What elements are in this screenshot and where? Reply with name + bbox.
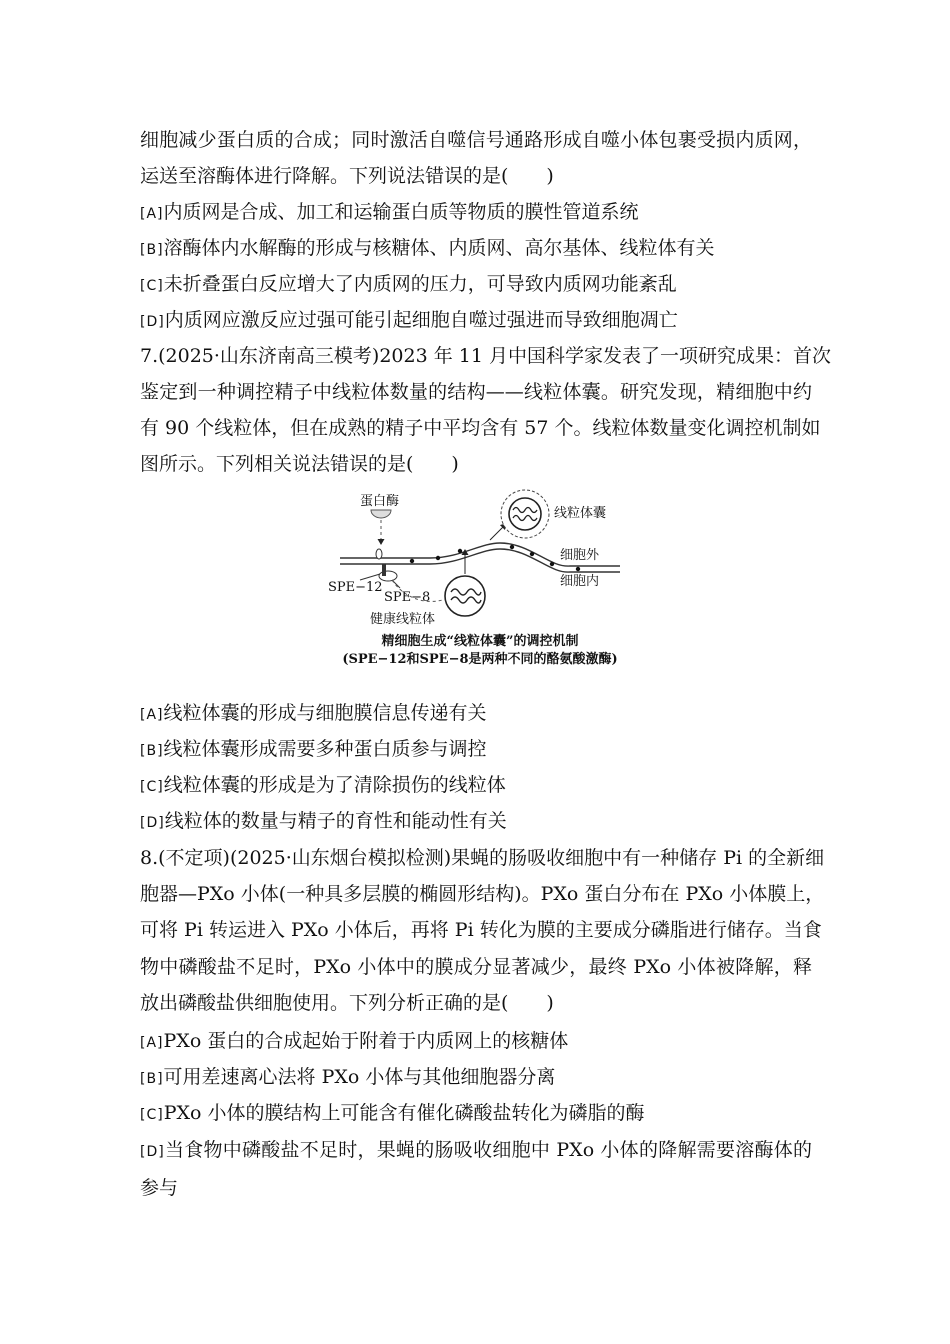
q6-option-d bbox=[140, 308, 678, 334]
mitochondria-sac-diagram bbox=[320, 488, 640, 678]
option-tag: [B] bbox=[140, 743, 164, 759]
q8-option-d bbox=[140, 1138, 812, 1164]
option-tag: [A] bbox=[140, 1035, 164, 1051]
q7-option-b bbox=[140, 737, 487, 763]
q7-stem-line-1: 7.(2025·山东济南高三模考)2023 年 11 月中国科学家发表了一项研究成果：首次 bbox=[140, 345, 831, 367]
q8-stem-line-1: 8.(不定项)(2025·山东烟台模拟检测)果蝇的肠吸收细胞中有一种储存 Pi 的全新细 bbox=[140, 847, 825, 869]
q7-stem-line-2: 鉴定到一种调控精子中线粒体数量的结构——线粒体囊。研究发现，精细胞中约 bbox=[140, 381, 812, 403]
option-text: 溶酶体内水解酶的形成与核糖体、内质网、高尔基体、线粒体有关 bbox=[163, 237, 715, 259]
option-text: 可用差速离心法将 PXo 小体与其他细胞器分离 bbox=[163, 1066, 556, 1088]
option-text: 当食物中磷酸盐不足时，果蝇的肠吸收细胞中 PXo 小体的降解需要溶酶体的 bbox=[164, 1139, 812, 1161]
q8-stem-line-4: 物中磷酸盐不足时，PXo 小体中的膜成分显著减少，最终 PXo 小体被降解，释 bbox=[140, 956, 812, 978]
option-text: 线粒体的数量与精子的育性和能动性有关 bbox=[164, 810, 507, 832]
label-healthy-mitochondrion: 健康线粒体 bbox=[370, 612, 436, 627]
q8-option-a bbox=[140, 1029, 568, 1055]
label-spe-8: SPE−8 bbox=[384, 590, 431, 605]
label-spe-12: SPE−12 bbox=[328, 580, 383, 595]
label-mitochondria-sac: 线粒体囊 bbox=[554, 506, 607, 521]
q7-stem-line-3: 有 90 个线粒体，但在成熟的精子中平均含有 57 个。线粒体数量变化调控机制如 bbox=[140, 417, 821, 439]
q6-stem-line-1: 细胞减少蛋白质的合成；同时激活自噬信号通路形成自噬小体包裹受损内质网， bbox=[140, 129, 812, 151]
figure-caption-note: (SPE−12和SPE−8是两种不同的酪氨酸激酶) bbox=[342, 652, 618, 667]
label-protease: 蛋白酶 bbox=[360, 494, 400, 509]
q7-option-d bbox=[140, 809, 507, 835]
q7-option-a bbox=[140, 701, 487, 727]
option-tag: [D] bbox=[140, 815, 165, 831]
option-text: 线粒体囊的形成与细胞膜信息传递有关 bbox=[163, 702, 487, 724]
option-text: 线粒体囊的形成是为了清除损伤的线粒体 bbox=[163, 774, 506, 796]
label-intracellular: 细胞内 bbox=[560, 574, 600, 589]
option-tag: [D] bbox=[140, 314, 165, 330]
option-text: 内质网应激反应过强可能引起细胞自噬过强进而导致细胞凋亡 bbox=[164, 309, 678, 331]
option-tag: [C] bbox=[140, 1107, 164, 1123]
q8-stem-line-2: 胞器—PXo 小体(一种具多层膜的椭圆形结构)。PXo 蛋白分布在 PXo 小体膜上， bbox=[140, 883, 825, 905]
q8-option-c bbox=[140, 1101, 645, 1127]
q7-stem-line-4: 图所示。下列相关说法错误的是( ) bbox=[140, 453, 459, 475]
q8-stem-line-5: 放出磷酸盐供细胞使用。下列分析正确的是( ) bbox=[140, 992, 554, 1014]
q6-stem-line-2: 运送至溶酶体进行降解。下列说法错误的是( ) bbox=[140, 165, 554, 187]
option-text: 内质网是合成、加工和运输蛋白质等物质的膜性管道系统 bbox=[163, 201, 639, 223]
q8-option-b bbox=[140, 1065, 555, 1091]
option-text: 线粒体囊形成需要多种蛋白质参与调控 bbox=[163, 738, 487, 760]
option-tag: [A] bbox=[140, 707, 164, 723]
option-text: 未折叠蛋白反应增大了内质网的压力，可导致内质网功能紊乱 bbox=[163, 273, 677, 295]
option-text: PXo 小体的膜结构上可能含有催化磷酸盐转化为磷脂的酶 bbox=[163, 1102, 645, 1124]
option-tag: [C] bbox=[140, 278, 164, 294]
option-text: PXo 蛋白的合成起始于附着于内质网上的核糖体 bbox=[163, 1030, 569, 1052]
option-tag: [A] bbox=[140, 206, 164, 222]
option-tag: [D] bbox=[140, 1144, 165, 1160]
option-tag: [B] bbox=[140, 242, 164, 258]
option-tag: [C] bbox=[140, 779, 164, 795]
figure-caption: 精细胞生成“线粒体囊”的调控机制 bbox=[381, 634, 579, 649]
q7-option-c bbox=[140, 773, 506, 799]
q8-option-d-continuation: 参与 bbox=[140, 1177, 179, 1199]
q6-option-b bbox=[140, 236, 715, 262]
q6-option-a bbox=[140, 200, 639, 226]
option-tag: [B] bbox=[140, 1071, 164, 1087]
q8-stem-line-3: 可将 Pi 转运进入 PXo 小体后，再将 Pi 转化为膜的主要成分磷脂进行储存。当食 bbox=[140, 919, 822, 941]
label-extracellular: 细胞外 bbox=[560, 548, 600, 563]
q6-option-c bbox=[140, 272, 677, 298]
